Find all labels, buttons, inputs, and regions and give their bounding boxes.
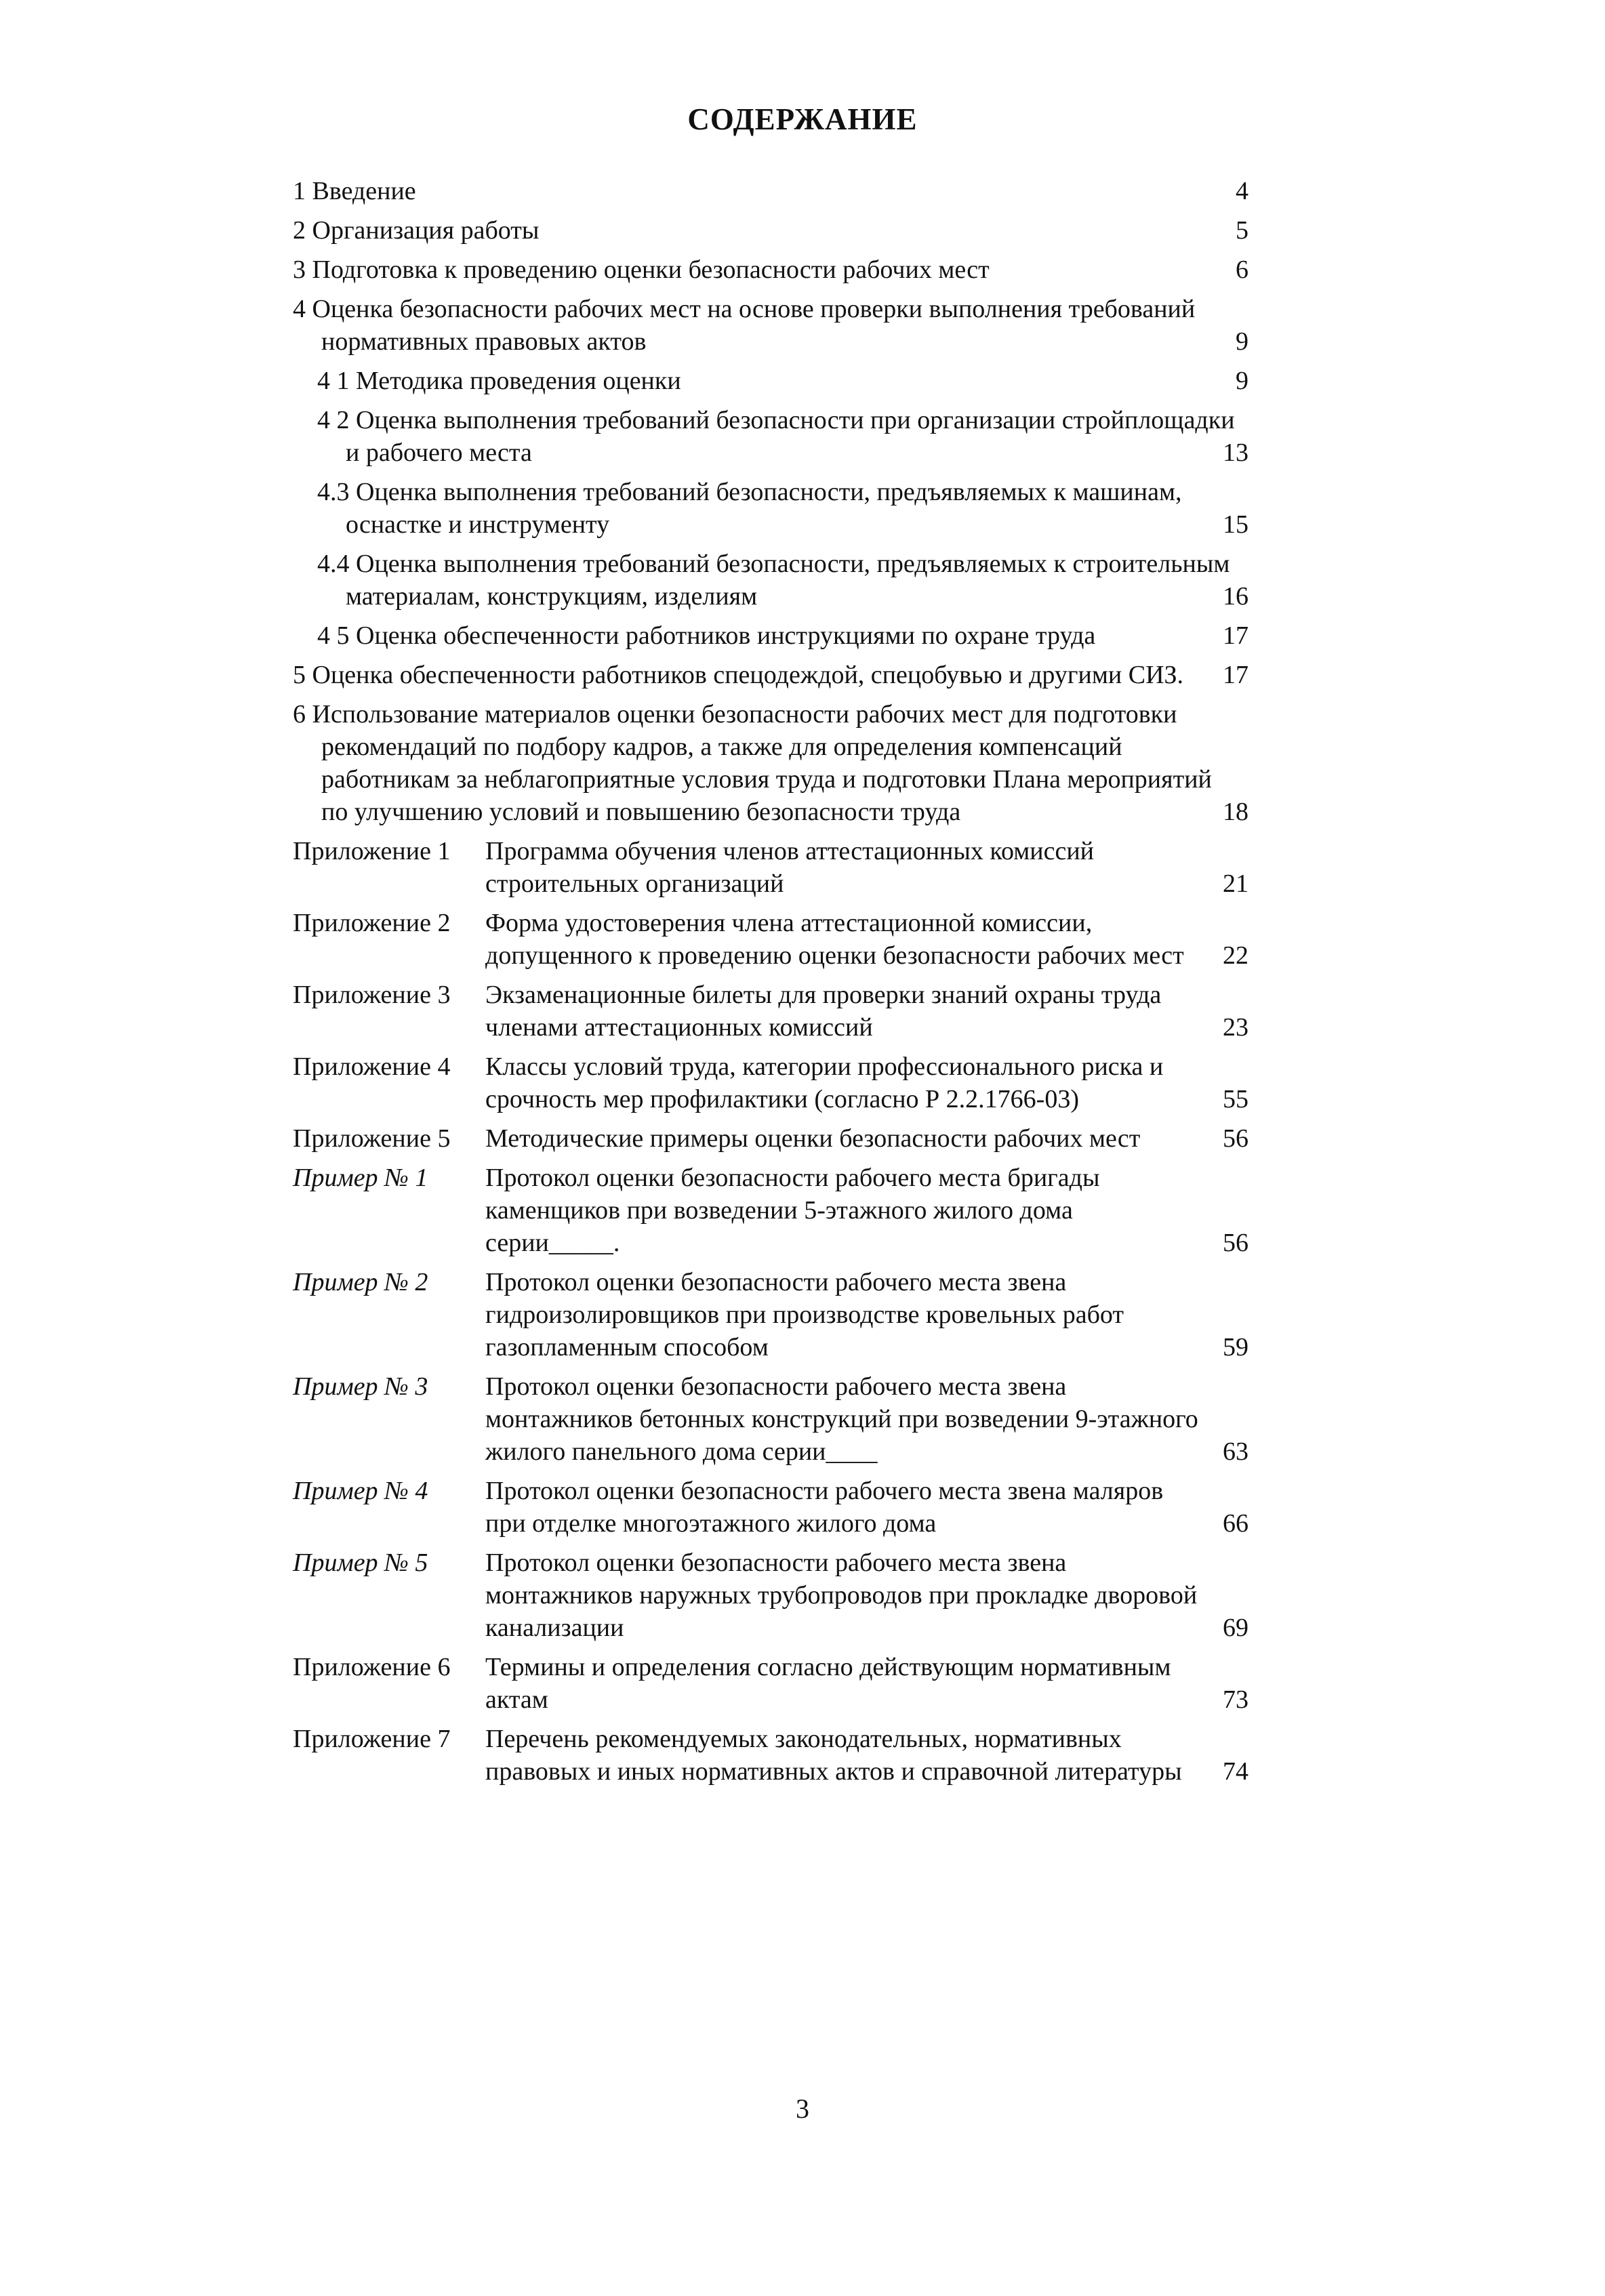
toc-entry-label: Пример № 3 (293, 1372, 428, 1401)
footer-page-number: 3 (796, 2093, 809, 2124)
table-of-contents (293, 175, 1248, 1795)
toc-entry (293, 698, 1248, 828)
toc-entry-title: 4 1 Методика проведения оценки (317, 367, 681, 395)
toc-entry (293, 1546, 1248, 1644)
toc-entry-page-number: 74 (1223, 1757, 1248, 1786)
toc-entry-title: 5 Оценка обеспеченности работников спецодеждой, спецобувью и другими СИЗ. (293, 661, 1184, 689)
toc-entry-label: Приложение 4 (293, 1052, 451, 1081)
toc-entry (293, 907, 1248, 972)
toc-entry-page-number: 55 (1223, 1085, 1248, 1113)
toc-entry-title: 1 Введение (293, 177, 416, 205)
toc-entry (293, 1475, 1248, 1540)
toc-entry-page-number: 73 (1223, 1685, 1248, 1714)
toc-entry (293, 1162, 1248, 1259)
toc-entry-page-number: 59 (1223, 1333, 1248, 1361)
toc-entry-title: 4 Оценка безопасности рабочих мест на основе проверки выполнения требований нормативных правовых актов (293, 295, 1196, 356)
toc-entry-title: 4.3 Оценка выполнения требований безопасности, предъявляемых к машинам, оснастке и инструменту (317, 478, 1182, 539)
toc-entry-title: 2 Организация работы (293, 216, 540, 245)
toc-entry-title: Перечень рекомендуемых законодательных, нормативных правовых и иных нормативных актов и справочной литературы (485, 1725, 1182, 1786)
toc-entry (293, 659, 1248, 691)
toc-entry (293, 365, 1248, 397)
toc-entry (293, 175, 1248, 207)
toc-entry (293, 404, 1248, 469)
toc-entry-page-number: 4 (1236, 177, 1248, 205)
toc-entry (293, 835, 1248, 900)
toc-entry-page-number: 6 (1236, 255, 1248, 284)
toc-entry (293, 1723, 1248, 1788)
toc-entry-page-number: 5 (1236, 216, 1248, 245)
toc-entry-page-number: 17 (1223, 621, 1248, 650)
toc-entry (293, 1370, 1248, 1468)
toc-entry-page-number: 15 (1223, 510, 1248, 539)
toc-entry-label: Приложение 7 (293, 1725, 451, 1753)
toc-entry-page-number: 9 (1236, 367, 1248, 395)
toc-entry-page-number: 22 (1223, 941, 1248, 970)
toc-entry-label: Пример № 5 (293, 1549, 428, 1577)
toc-entry-title: 3 Подготовка к проведению оценки безопасности рабочих мест (293, 255, 990, 284)
toc-entry-page-number: 56 (1223, 1124, 1248, 1153)
toc-entry (293, 619, 1248, 652)
toc-entry-page-number: 16 (1223, 582, 1248, 611)
toc-entry-label: Пример № 4 (293, 1477, 428, 1505)
toc-entry-page-number: 21 (1223, 869, 1248, 898)
toc-entry (293, 476, 1248, 541)
toc-entry-page-number: 66 (1223, 1509, 1248, 1538)
toc-entry-title: Классы условий труда, категории профессионального риска и срочность мер профилактики (согласно Р 2.2.1766-03) (485, 1052, 1164, 1113)
toc-entry-title: Термины и определения согласно действующим нормативным актам (485, 1653, 1171, 1714)
toc-entry (293, 548, 1248, 613)
toc-entry-page-number: 56 (1223, 1229, 1248, 1257)
toc-entry-page-number: 23 (1223, 1013, 1248, 1042)
toc-entry-title: Протокол оценки безопасности рабочего места звена маляров при отделке многоэтажного жилого дома (485, 1477, 1164, 1538)
toc-entry-label: Пример № 1 (293, 1164, 428, 1192)
toc-entry-page-number: 13 (1223, 438, 1248, 467)
toc-entry-title: Протокол оценки безопасности рабочего места звена гидроизолировщиков при производстве кровельных работ газопламенным способом (485, 1268, 1124, 1361)
toc-entry (293, 214, 1248, 247)
toc-entry-label: Пример № 2 (293, 1268, 428, 1296)
toc-entry-title: 4 5 Оценка обеспеченности работников инструкциями по охране труда (317, 621, 1096, 650)
toc-entry (293, 979, 1248, 1044)
toc-entry-page-number: 69 (1223, 1614, 1248, 1642)
toc-entry-label: Приложение 3 (293, 981, 451, 1009)
toc-entry-title: Программа обучения членов аттестационных комиссий строительных организаций (485, 837, 1095, 898)
toc-entry (293, 1266, 1248, 1364)
toc-entry-label: Приложение 1 (293, 837, 451, 865)
toc-entry-title: Протокол оценки безопасности рабочего места звена монтажников наружных трубопроводов при прокладке дворовой канализации (485, 1549, 1198, 1642)
toc-entry (293, 253, 1248, 286)
toc-entry-title: Методические примеры оценки безопасности рабочих мест (485, 1124, 1141, 1153)
toc-entry-title: Форма удостоверения члена аттестационной комиссии, допущенного к проведению оценки безопасности рабочих мест (485, 909, 1184, 970)
toc-entry-page-number: 18 (1223, 798, 1248, 826)
toc-entry (293, 1050, 1248, 1115)
toc-entry-label: Приложение 2 (293, 909, 451, 937)
page-title: СОДЕРЖАНИЕ (687, 102, 918, 136)
toc-entry-title: 6 Использование материалов оценки безопасности рабочих мест для подготовки рекомендаций по подбору кадров, а также для определения компенсаций работникам за неблагоприятные условия труда и подготовки Плана мероприятий по улучшению условий и повышению безопасности труда (293, 700, 1212, 826)
toc-entry (293, 1122, 1248, 1155)
toc-entry-page-number: 17 (1223, 661, 1248, 689)
toc-entry (293, 293, 1248, 358)
toc-entry-label: Приложение 5 (293, 1124, 451, 1153)
toc-entry-title: 4.4 Оценка выполнения требований безопасности, предъявляемых к строительным материалам, конструкциям, изделиям (317, 550, 1230, 611)
toc-entry-title: Экзаменационные билеты для проверки знаний охраны труда членами аттестационных комиссий (485, 981, 1162, 1042)
toc-entry (293, 1651, 1248, 1716)
toc-entry-page-number: 9 (1236, 327, 1248, 356)
toc-entry-title: Протокол оценки безопасности рабочего места звена монтажников бетонных конструкций при возведении 9-этажного жилого панельного дома серии____ (485, 1372, 1198, 1466)
toc-entry-title: 4 2 Оценка выполнения требований безопасности при организации стройплощадки и рабочего места (317, 406, 1235, 467)
toc-entry-label: Приложение 6 (293, 1653, 451, 1681)
toc-entry-page-number: 63 (1223, 1437, 1248, 1466)
toc-entry-title: Протокол оценки безопасности рабочего места бригады каменщиков при возведении 5-этажного жилого дома серии_____. (485, 1164, 1100, 1257)
